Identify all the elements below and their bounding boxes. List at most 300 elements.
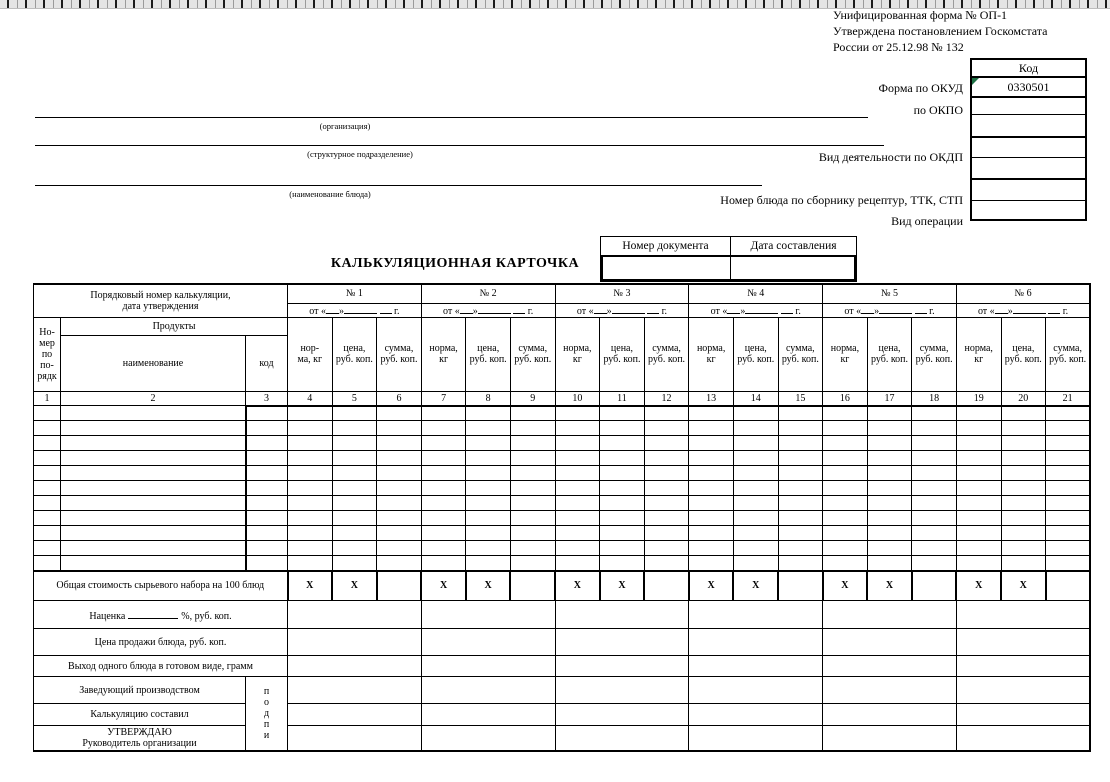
value-cell[interactable]: [823, 421, 868, 436]
block-value-cell[interactable]: [555, 601, 689, 629]
value-cell[interactable]: [1001, 451, 1046, 466]
product-row-cell[interactable]: [61, 406, 246, 421]
value-cell[interactable]: [555, 436, 600, 451]
value-cell[interactable]: [733, 511, 778, 526]
value-cell[interactable]: [466, 511, 511, 526]
value-cell[interactable]: [466, 541, 511, 556]
value-cell[interactable]: [912, 496, 957, 511]
crossed-cell[interactable]: X: [689, 571, 734, 601]
value-cell[interactable]: [555, 511, 600, 526]
signature-value-cell[interactable]: [421, 677, 555, 704]
value-cell[interactable]: [1046, 421, 1091, 436]
value-cell[interactable]: [377, 496, 422, 511]
signature-value-cell[interactable]: [689, 726, 823, 751]
value-cell[interactable]: [1001, 406, 1046, 421]
value-cell[interactable]: [823, 541, 868, 556]
value-cell[interactable]: [555, 421, 600, 436]
total-sum-cell[interactable]: [377, 571, 422, 601]
block-value-cell[interactable]: [421, 656, 555, 677]
value-cell[interactable]: [332, 421, 377, 436]
value-cell[interactable]: [867, 496, 912, 511]
value-cell[interactable]: [733, 406, 778, 421]
value-cell[interactable]: [421, 451, 466, 466]
value-cell[interactable]: [332, 556, 377, 571]
calc-block-date-line[interactable]: от « » г.: [421, 303, 555, 317]
block-value-cell[interactable]: [956, 601, 1090, 629]
value-cell[interactable]: [956, 556, 1001, 571]
code-box-empty-cell[interactable]: [972, 178, 1085, 200]
value-cell[interactable]: [1001, 511, 1046, 526]
value-cell[interactable]: [778, 421, 823, 436]
value-cell[interactable]: [466, 421, 511, 436]
value-cell[interactable]: [510, 451, 555, 466]
value-cell[interactable]: [912, 406, 957, 421]
calc-block-date-line[interactable]: от « » г.: [555, 303, 689, 317]
value-cell[interactable]: [823, 406, 868, 421]
value-cell[interactable]: [733, 466, 778, 481]
crossed-cell[interactable]: X: [421, 571, 466, 601]
block-value-cell[interactable]: [956, 656, 1090, 677]
product-row-cell[interactable]: [61, 421, 246, 436]
block-value-cell[interactable]: [689, 629, 823, 656]
crossed-cell[interactable]: X: [733, 571, 778, 601]
value-cell[interactable]: [733, 496, 778, 511]
calc-block-date-line[interactable]: от « » г.: [288, 303, 422, 317]
value-cell[interactable]: [600, 511, 645, 526]
product-row-cell[interactable]: [61, 541, 246, 556]
value-cell[interactable]: [689, 421, 734, 436]
product-row-cell[interactable]: [246, 556, 288, 571]
subdivision-input-line[interactable]: [35, 145, 884, 146]
product-row-cell[interactable]: [34, 451, 61, 466]
value-cell[interactable]: [600, 481, 645, 496]
value-cell[interactable]: [912, 421, 957, 436]
product-row-cell[interactable]: [246, 526, 288, 541]
block-value-cell[interactable]: [421, 629, 555, 656]
value-cell[interactable]: [956, 406, 1001, 421]
block-value-cell[interactable]: [823, 601, 957, 629]
value-cell[interactable]: [644, 421, 689, 436]
value-cell[interactable]: [733, 541, 778, 556]
value-cell[interactable]: [377, 451, 422, 466]
value-cell[interactable]: [421, 421, 466, 436]
signature-value-cell[interactable]: [823, 704, 957, 726]
product-row-cell[interactable]: [34, 526, 61, 541]
block-value-cell[interactable]: [288, 656, 422, 677]
value-cell[interactable]: [778, 526, 823, 541]
value-cell[interactable]: [867, 481, 912, 496]
value-cell[interactable]: [421, 556, 466, 571]
value-cell[interactable]: [689, 481, 734, 496]
value-cell[interactable]: [823, 466, 868, 481]
product-row-cell[interactable]: [61, 436, 246, 451]
value-cell[interactable]: [466, 436, 511, 451]
block-value-cell[interactable]: [288, 601, 422, 629]
value-cell[interactable]: [689, 496, 734, 511]
value-cell[interactable]: [421, 496, 466, 511]
value-cell[interactable]: [421, 406, 466, 421]
value-cell[interactable]: [778, 481, 823, 496]
value-cell[interactable]: [956, 451, 1001, 466]
value-cell[interactable]: [689, 541, 734, 556]
value-cell[interactable]: [510, 511, 555, 526]
value-cell[interactable]: [377, 541, 422, 556]
product-row-cell[interactable]: [246, 511, 288, 526]
value-cell[interactable]: [421, 541, 466, 556]
value-cell[interactable]: [555, 481, 600, 496]
block-value-cell[interactable]: [421, 601, 555, 629]
value-cell[interactable]: [733, 436, 778, 451]
value-cell[interactable]: [1046, 406, 1091, 421]
value-cell[interactable]: [600, 451, 645, 466]
value-cell[interactable]: [689, 436, 734, 451]
value-cell[interactable]: [956, 511, 1001, 526]
value-cell[interactable]: [689, 451, 734, 466]
value-cell[interactable]: [912, 556, 957, 571]
value-cell[interactable]: [510, 556, 555, 571]
value-cell[interactable]: [555, 526, 600, 541]
value-cell[interactable]: [555, 466, 600, 481]
signature-value-cell[interactable]: [956, 726, 1090, 751]
organization-input-line[interactable]: [35, 117, 868, 118]
value-cell[interactable]: [778, 436, 823, 451]
product-row-cell[interactable]: [246, 436, 288, 451]
value-cell[interactable]: [466, 451, 511, 466]
value-cell[interactable]: [600, 421, 645, 436]
signature-value-cell[interactable]: [823, 677, 957, 704]
value-cell[interactable]: [644, 541, 689, 556]
value-cell[interactable]: [1046, 541, 1091, 556]
value-cell[interactable]: [332, 466, 377, 481]
value-cell[interactable]: [778, 406, 823, 421]
product-row-cell[interactable]: [34, 421, 61, 436]
value-cell[interactable]: [466, 466, 511, 481]
crossed-cell[interactable]: X: [600, 571, 645, 601]
signature-value-cell[interactable]: [689, 677, 823, 704]
code-box-empty-cell[interactable]: [972, 136, 1085, 157]
signature-value-cell[interactable]: [823, 726, 957, 751]
value-cell[interactable]: [421, 466, 466, 481]
value-cell[interactable]: [1001, 466, 1046, 481]
block-value-cell[interactable]: [689, 601, 823, 629]
value-cell[interactable]: [510, 421, 555, 436]
value-cell[interactable]: [510, 541, 555, 556]
product-row-cell[interactable]: [34, 436, 61, 451]
value-cell[interactable]: [332, 496, 377, 511]
value-cell[interactable]: [778, 511, 823, 526]
code-box-empty-cell[interactable]: [972, 157, 1085, 178]
value-cell[interactable]: [288, 481, 333, 496]
signature-value-cell[interactable]: [288, 704, 422, 726]
value-cell[interactable]: [867, 466, 912, 481]
code-box-empty-cell[interactable]: [972, 200, 1085, 219]
signature-value-cell[interactable]: [555, 726, 689, 751]
value-cell[interactable]: [823, 436, 868, 451]
value-cell[interactable]: [823, 481, 868, 496]
crossed-cell[interactable]: X: [332, 571, 377, 601]
value-cell[interactable]: [912, 481, 957, 496]
value-cell[interactable]: [912, 466, 957, 481]
crossed-cell[interactable]: X: [1001, 571, 1046, 601]
signature-value-cell[interactable]: [421, 726, 555, 751]
product-row-cell[interactable]: [246, 481, 288, 496]
value-cell[interactable]: [600, 466, 645, 481]
value-cell[interactable]: [510, 496, 555, 511]
product-row-cell[interactable]: [61, 526, 246, 541]
crossed-cell[interactable]: X: [823, 571, 868, 601]
signature-value-cell[interactable]: [689, 704, 823, 726]
value-cell[interactable]: [377, 481, 422, 496]
value-cell[interactable]: [956, 541, 1001, 556]
value-cell[interactable]: [1046, 436, 1091, 451]
total-sum-cell[interactable]: [778, 571, 823, 601]
doc-date-value-cell[interactable]: [731, 257, 854, 279]
value-cell[interactable]: [600, 556, 645, 571]
value-cell[interactable]: [1001, 481, 1046, 496]
value-cell[interactable]: [1001, 541, 1046, 556]
value-cell[interactable]: [466, 556, 511, 571]
value-cell[interactable]: [377, 511, 422, 526]
value-cell[interactable]: [644, 481, 689, 496]
value-cell[interactable]: [956, 436, 1001, 451]
calc-block-date-line[interactable]: от « » г.: [689, 303, 823, 317]
block-value-cell[interactable]: [823, 629, 957, 656]
value-cell[interactable]: [510, 526, 555, 541]
value-cell[interactable]: [600, 526, 645, 541]
product-row-cell[interactable]: [61, 451, 246, 466]
value-cell[interactable]: [555, 496, 600, 511]
value-cell[interactable]: [956, 481, 1001, 496]
product-row-cell[interactable]: [61, 481, 246, 496]
value-cell[interactable]: [288, 541, 333, 556]
value-cell[interactable]: [1001, 526, 1046, 541]
value-cell[interactable]: [510, 466, 555, 481]
value-cell[interactable]: [867, 451, 912, 466]
calc-block-date-line[interactable]: от « » г.: [823, 303, 957, 317]
total-sum-cell[interactable]: [510, 571, 555, 601]
block-value-cell[interactable]: [555, 656, 689, 677]
value-cell[interactable]: [778, 556, 823, 571]
product-row-cell[interactable]: [61, 466, 246, 481]
value-cell[interactable]: [778, 496, 823, 511]
crossed-cell[interactable]: X: [555, 571, 600, 601]
signature-value-cell[interactable]: [956, 704, 1090, 726]
product-row-cell[interactable]: [34, 466, 61, 481]
value-cell[interactable]: [1001, 436, 1046, 451]
value-cell[interactable]: [1046, 451, 1091, 466]
signature-value-cell[interactable]: [288, 726, 422, 751]
value-cell[interactable]: [332, 511, 377, 526]
value-cell[interactable]: [733, 451, 778, 466]
value-cell[interactable]: [867, 526, 912, 541]
value-cell[interactable]: [867, 511, 912, 526]
total-sum-cell[interactable]: [644, 571, 689, 601]
value-cell[interactable]: [644, 526, 689, 541]
value-cell[interactable]: [1046, 496, 1091, 511]
value-cell[interactable]: [912, 526, 957, 541]
value-cell[interactable]: [956, 421, 1001, 436]
signature-value-cell[interactable]: [555, 677, 689, 704]
value-cell[interactable]: [421, 481, 466, 496]
value-cell[interactable]: [332, 526, 377, 541]
value-cell[interactable]: [510, 481, 555, 496]
value-cell[interactable]: [377, 466, 422, 481]
value-cell[interactable]: [644, 406, 689, 421]
value-cell[interactable]: [823, 451, 868, 466]
value-cell[interactable]: [733, 481, 778, 496]
value-cell[interactable]: [288, 496, 333, 511]
value-cell[interactable]: [555, 406, 600, 421]
value-cell[interactable]: [689, 406, 734, 421]
value-cell[interactable]: [288, 556, 333, 571]
value-cell[interactable]: [466, 496, 511, 511]
value-cell[interactable]: [600, 436, 645, 451]
crossed-cell[interactable]: X: [867, 571, 912, 601]
value-cell[interactable]: [377, 421, 422, 436]
value-cell[interactable]: [912, 451, 957, 466]
value-cell[interactable]: [555, 541, 600, 556]
value-cell[interactable]: [867, 406, 912, 421]
product-row-cell[interactable]: [34, 406, 61, 421]
value-cell[interactable]: [466, 481, 511, 496]
value-cell[interactable]: [466, 406, 511, 421]
value-cell[interactable]: [288, 511, 333, 526]
value-cell[interactable]: [421, 526, 466, 541]
value-cell[interactable]: [956, 526, 1001, 541]
value-cell[interactable]: [733, 556, 778, 571]
product-row-cell[interactable]: [246, 496, 288, 511]
value-cell[interactable]: [555, 556, 600, 571]
value-cell[interactable]: [421, 511, 466, 526]
value-cell[interactable]: [332, 436, 377, 451]
value-cell[interactable]: [510, 406, 555, 421]
value-cell[interactable]: [644, 466, 689, 481]
value-cell[interactable]: [1046, 556, 1091, 571]
value-cell[interactable]: [555, 451, 600, 466]
value-cell[interactable]: [600, 406, 645, 421]
signature-value-cell[interactable]: [288, 677, 422, 704]
product-row-cell[interactable]: [246, 466, 288, 481]
value-cell[interactable]: [1001, 421, 1046, 436]
value-cell[interactable]: [600, 496, 645, 511]
product-row-cell[interactable]: [246, 451, 288, 466]
value-cell[interactable]: [956, 496, 1001, 511]
product-row-cell[interactable]: [246, 406, 288, 421]
total-sum-cell[interactable]: [1046, 571, 1091, 601]
signature-value-cell[interactable]: [555, 704, 689, 726]
dish-name-input-line[interactable]: [35, 185, 762, 186]
value-cell[interactable]: [644, 451, 689, 466]
code-box-empty-cell[interactable]: [972, 114, 1085, 136]
value-cell[interactable]: [288, 466, 333, 481]
block-value-cell[interactable]: [689, 656, 823, 677]
value-cell[interactable]: [689, 526, 734, 541]
value-cell[interactable]: [1046, 466, 1091, 481]
value-cell[interactable]: [644, 436, 689, 451]
product-row-cell[interactable]: [61, 511, 246, 526]
value-cell[interactable]: [823, 526, 868, 541]
code-box-empty-cell[interactable]: [972, 96, 1085, 114]
value-cell[interactable]: [778, 451, 823, 466]
value-cell[interactable]: [510, 436, 555, 451]
value-cell[interactable]: [288, 436, 333, 451]
product-row-cell[interactable]: [61, 496, 246, 511]
value-cell[interactable]: [1001, 556, 1046, 571]
value-cell[interactable]: [288, 406, 333, 421]
block-value-cell[interactable]: [956, 629, 1090, 656]
product-row-cell[interactable]: [34, 496, 61, 511]
product-row-cell[interactable]: [34, 541, 61, 556]
product-row-cell[interactable]: [34, 481, 61, 496]
product-row-cell[interactable]: [34, 511, 61, 526]
product-row-cell[interactable]: [34, 556, 61, 571]
value-cell[interactable]: [332, 451, 377, 466]
value-cell[interactable]: [912, 436, 957, 451]
value-cell[interactable]: [644, 496, 689, 511]
value-cell[interactable]: [288, 526, 333, 541]
product-row-cell[interactable]: [61, 556, 246, 571]
value-cell[interactable]: [867, 436, 912, 451]
value-cell[interactable]: [1046, 511, 1091, 526]
value-cell[interactable]: [600, 541, 645, 556]
value-cell[interactable]: [332, 481, 377, 496]
signature-value-cell[interactable]: [956, 677, 1090, 704]
crossed-cell[interactable]: X: [956, 571, 1001, 601]
value-cell[interactable]: [377, 406, 422, 421]
value-cell[interactable]: [912, 541, 957, 556]
crossed-cell[interactable]: X: [288, 571, 333, 601]
value-cell[interactable]: [644, 556, 689, 571]
crossed-cell[interactable]: X: [466, 571, 511, 601]
calc-block-date-line[interactable]: от « » г.: [956, 303, 1090, 317]
product-row-cell[interactable]: [246, 421, 288, 436]
value-cell[interactable]: [377, 556, 422, 571]
signature-value-cell[interactable]: [421, 704, 555, 726]
value-cell[interactable]: [288, 421, 333, 436]
okud-code-cell[interactable]: 0330501: [972, 76, 1085, 96]
block-value-cell[interactable]: [555, 629, 689, 656]
value-cell[interactable]: [689, 511, 734, 526]
value-cell[interactable]: [1046, 526, 1091, 541]
value-cell[interactable]: [778, 541, 823, 556]
value-cell[interactable]: [644, 511, 689, 526]
value-cell[interactable]: [466, 526, 511, 541]
value-cell[interactable]: [689, 466, 734, 481]
value-cell[interactable]: [421, 436, 466, 451]
block-value-cell[interactable]: [288, 629, 422, 656]
value-cell[interactable]: [867, 421, 912, 436]
value-cell[interactable]: [823, 556, 868, 571]
value-cell[interactable]: [689, 556, 734, 571]
value-cell[interactable]: [332, 541, 377, 556]
value-cell[interactable]: [823, 511, 868, 526]
value-cell[interactable]: [778, 466, 823, 481]
value-cell[interactable]: [288, 451, 333, 466]
product-row-cell[interactable]: [246, 541, 288, 556]
value-cell[interactable]: [1046, 481, 1091, 496]
value-cell[interactable]: [823, 496, 868, 511]
value-cell[interactable]: [1001, 496, 1046, 511]
block-value-cell[interactable]: [823, 656, 957, 677]
value-cell[interactable]: [377, 436, 422, 451]
value-cell[interactable]: [332, 406, 377, 421]
total-sum-cell[interactable]: [912, 571, 957, 601]
value-cell[interactable]: [867, 541, 912, 556]
value-cell[interactable]: [867, 556, 912, 571]
value-cell[interactable]: [733, 421, 778, 436]
value-cell[interactable]: [377, 526, 422, 541]
value-cell[interactable]: [956, 466, 1001, 481]
